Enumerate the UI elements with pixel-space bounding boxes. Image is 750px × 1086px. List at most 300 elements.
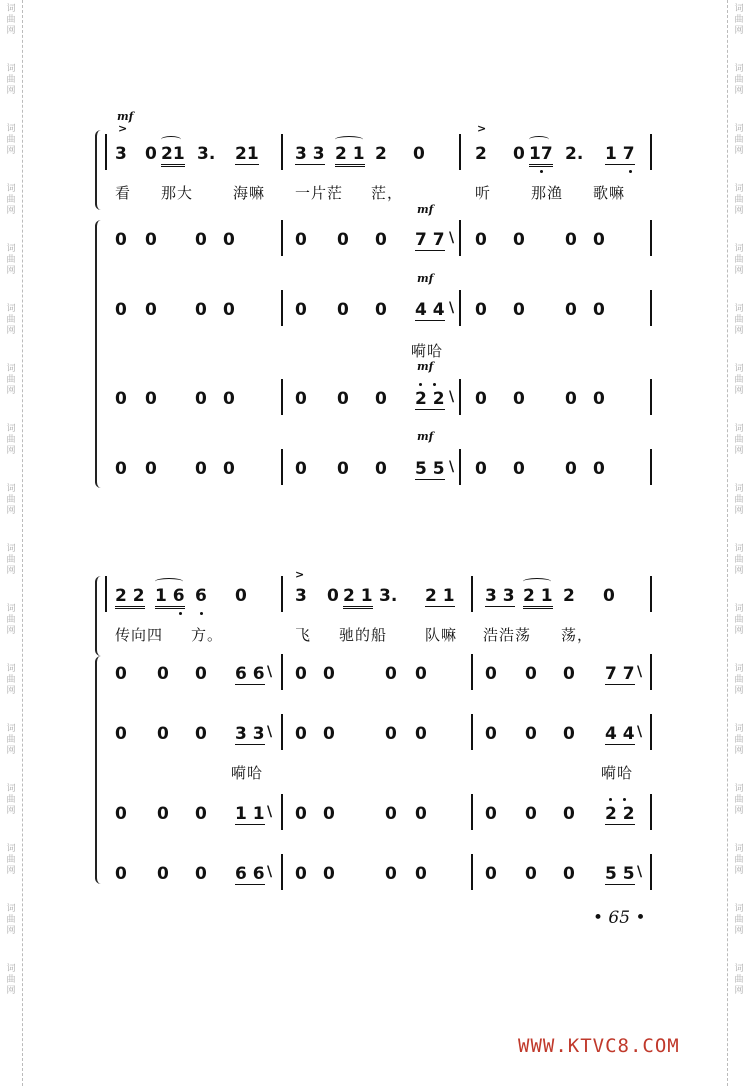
choir-note: 7 7 (605, 664, 635, 684)
barline (281, 220, 283, 256)
rest: 0 (485, 724, 497, 744)
melody-note: 2 1 (425, 586, 455, 606)
choir-note: 2 2 (415, 389, 445, 409)
watermark-group (734, 124, 743, 157)
glissando-mark: \ (267, 724, 273, 740)
watermark-char: 网 (734, 986, 744, 996)
lyric: 浩浩荡 (483, 626, 532, 644)
melody-note: 2 2 (115, 586, 145, 609)
choir-note: 2 2 (605, 804, 635, 824)
watermark-char: 曲 (6, 795, 16, 805)
watermark-char: 词 (734, 784, 744, 794)
rest: 0 (295, 664, 307, 684)
watermark-char: 网 (6, 806, 16, 816)
choir-bracket (95, 656, 103, 884)
rest: 0 (157, 724, 169, 744)
rest: 0 (323, 804, 335, 824)
lyric: 方。 (191, 626, 224, 644)
glissando-mark: \ (449, 300, 455, 316)
watermark-char: 曲 (734, 135, 744, 145)
octave-dot (433, 383, 436, 386)
watermark-group (734, 904, 743, 937)
rest: 0 (485, 664, 497, 684)
watermark-char: 网 (734, 86, 744, 96)
slur (161, 136, 181, 143)
right-watermark-strip (727, 0, 750, 1086)
watermark-group (734, 664, 743, 697)
watermark-group (6, 4, 15, 37)
watermark-group (6, 544, 15, 577)
watermark-char: 网 (734, 446, 744, 456)
glissando-mark: \ (449, 389, 455, 405)
watermark-char: 曲 (734, 195, 744, 205)
rest: 0 (195, 664, 207, 684)
watermark-char: 词 (6, 184, 16, 194)
rest: 0 (223, 459, 235, 479)
rest: 0 (513, 230, 525, 250)
rest: 0 (565, 389, 577, 409)
rest: 0 (513, 300, 525, 320)
watermark-char: 曲 (6, 735, 16, 745)
melody-note: 3 (115, 144, 127, 164)
rest: 0 (115, 804, 127, 824)
dynamic-mf: mf (417, 272, 434, 285)
melody-note: 3. (197, 144, 216, 164)
watermark-char: 曲 (734, 975, 744, 985)
melody-note: 0 (327, 586, 339, 606)
watermark-char: 曲 (6, 315, 16, 325)
rest: 0 (115, 724, 127, 744)
melody-note: 3 (295, 586, 307, 606)
watermark-char: 词 (6, 4, 16, 14)
watermark-char: 曲 (734, 915, 744, 925)
barline (650, 290, 652, 326)
watermark-char: 词 (734, 904, 744, 914)
watermark-group (734, 244, 743, 277)
choir-row-3 (95, 387, 660, 415)
barline (471, 714, 473, 750)
watermark-char: 曲 (6, 435, 16, 445)
rest: 0 (593, 300, 605, 320)
watermark-char: 曲 (6, 975, 16, 985)
watermark-char: 词 (6, 304, 16, 314)
rest: 0 (295, 300, 307, 320)
watermark-group (6, 64, 15, 97)
watermark-char: 词 (734, 64, 744, 74)
glissando-mark: \ (449, 459, 455, 475)
barline (459, 134, 461, 170)
rest: 0 (295, 230, 307, 250)
watermark-char: 网 (6, 626, 16, 636)
glissando-mark: \ (267, 864, 273, 880)
watermark-char: 曲 (6, 75, 16, 85)
page-number: • 65 • (593, 908, 646, 928)
barline (459, 290, 461, 326)
rest: 0 (323, 864, 335, 884)
watermark-char: 曲 (734, 555, 744, 565)
melody-row (95, 584, 660, 612)
watermark-char: 曲 (6, 135, 16, 145)
melody-row (95, 142, 660, 170)
watermark-char: 网 (6, 686, 16, 696)
melody-note: 3. (379, 586, 398, 606)
rest: 0 (565, 300, 577, 320)
watermark-char: 网 (6, 206, 16, 216)
lyric: 队嘛 (425, 626, 458, 644)
accent-mark: > (118, 122, 128, 135)
watermark-char: 曲 (734, 675, 744, 685)
rest: 0 (375, 230, 387, 250)
watermark-group (6, 904, 15, 937)
rest: 0 (415, 864, 427, 884)
watermark-group (6, 604, 15, 637)
watermark-char: 词 (6, 424, 16, 434)
melody-note: 0 (145, 144, 157, 164)
rest: 0 (223, 230, 235, 250)
barline (650, 576, 652, 612)
watermark-char: 词 (6, 124, 16, 134)
melody-note: 21 (235, 144, 259, 164)
barline (281, 379, 283, 415)
watermark-char: 词 (6, 664, 16, 674)
barline (281, 576, 283, 612)
dynamic-mf: mf (417, 203, 434, 216)
choir-row-4 (95, 457, 660, 485)
watermark-char: 词 (6, 544, 16, 554)
watermark-char: 词 (6, 844, 16, 854)
barline (459, 379, 461, 415)
barline (471, 854, 473, 890)
barline (650, 794, 652, 830)
melody-note: 2 (475, 144, 487, 164)
rest: 0 (115, 300, 127, 320)
melody-note: 2 1 (523, 586, 553, 609)
barline (281, 794, 283, 830)
rest: 0 (195, 804, 207, 824)
barline (650, 449, 652, 485)
watermark-char: 曲 (734, 855, 744, 865)
watermark-char: 网 (734, 866, 744, 876)
watermark-char: 词 (6, 244, 16, 254)
interjection: 嗬哈 (601, 764, 634, 782)
rest: 0 (485, 804, 497, 824)
rest: 0 (323, 724, 335, 744)
rest: 0 (563, 804, 575, 824)
rest: 0 (513, 389, 525, 409)
watermark-char: 词 (734, 604, 744, 614)
rest: 0 (513, 459, 525, 479)
octave-dot (623, 798, 626, 801)
watermark-char: 曲 (6, 375, 16, 385)
rest: 0 (565, 230, 577, 250)
melody-note: 2. (565, 144, 584, 164)
watermark-char: 曲 (734, 735, 744, 745)
barline (471, 576, 473, 612)
watermark-char: 网 (734, 926, 744, 936)
interjection: 嗬哈 (411, 342, 444, 360)
accent-mark: > (477, 122, 487, 135)
rest: 0 (223, 300, 235, 320)
interjection: 嗬哈 (231, 764, 264, 782)
octave-dot (179, 612, 182, 615)
rest: 0 (415, 664, 427, 684)
barline (459, 449, 461, 485)
barline (281, 654, 283, 690)
slur (155, 578, 183, 585)
watermark-group (734, 544, 743, 577)
watermark-char: 网 (734, 266, 744, 276)
barline (471, 654, 473, 690)
rest: 0 (385, 864, 397, 884)
melody-note: 2 1 (335, 144, 365, 167)
rest: 0 (295, 459, 307, 479)
octave-dot (629, 170, 632, 173)
rest: 0 (157, 864, 169, 884)
watermark-char: 网 (6, 86, 16, 96)
watermark-char: 曲 (734, 495, 744, 505)
watermark-group (734, 304, 743, 337)
barline (459, 220, 461, 256)
watermark-char: 词 (6, 904, 16, 914)
watermark-group (6, 124, 15, 157)
rest: 0 (145, 300, 157, 320)
watermark-group (734, 604, 743, 637)
barline (281, 449, 283, 485)
watermark-group (6, 244, 15, 277)
lyric: 飞 (295, 626, 312, 644)
rest: 0 (593, 230, 605, 250)
watermark-char: 词 (734, 124, 744, 134)
watermark-char: 词 (734, 844, 744, 854)
rest: 0 (157, 664, 169, 684)
watermark-char: 网 (734, 506, 744, 516)
rest: 0 (565, 459, 577, 479)
watermark-group (6, 484, 15, 517)
melody-note: 0 (603, 586, 615, 606)
glissando-mark: \ (449, 230, 455, 246)
watermark-char: 词 (6, 604, 16, 614)
lyric: 那渔 (531, 184, 564, 202)
rest: 0 (375, 300, 387, 320)
watermark-char: 曲 (734, 375, 744, 385)
rest: 0 (385, 804, 397, 824)
slur (335, 136, 363, 143)
lyric: 荡， (561, 626, 594, 644)
melody-note: 2 1 (343, 586, 373, 609)
watermark-char: 曲 (6, 855, 16, 865)
melody-note: 6 (195, 586, 207, 606)
octave-dot (419, 383, 422, 386)
watermark-char: 曲 (6, 615, 16, 625)
score-system-1 (95, 110, 660, 490)
lyric: 传向四 (115, 626, 164, 644)
slur (529, 136, 549, 143)
choir-note: 5 5 (605, 864, 635, 884)
lyric: 歌嘛 (593, 184, 626, 202)
glissando-mark: \ (637, 724, 643, 740)
watermark-char: 词 (6, 364, 16, 374)
melody-note: 2 (375, 144, 387, 164)
barline (650, 379, 652, 415)
barline (650, 220, 652, 256)
watermark-char: 网 (6, 866, 16, 876)
watermark-char: 词 (734, 544, 744, 554)
choir-row-3 (95, 802, 660, 830)
rest: 0 (475, 300, 487, 320)
watermark-char: 网 (6, 446, 16, 456)
rest: 0 (375, 459, 387, 479)
watermark-char: 曲 (6, 15, 16, 25)
rest: 0 (195, 230, 207, 250)
watermark-group (734, 724, 743, 757)
choir-note: 4 4 (415, 300, 445, 320)
dynamic-mf: mf (417, 360, 434, 373)
barline (650, 714, 652, 750)
watermark-char: 曲 (734, 435, 744, 445)
watermark-char: 网 (734, 626, 744, 636)
watermark-group (6, 784, 15, 817)
glissando-mark: \ (267, 804, 273, 820)
watermark-char: 曲 (6, 675, 16, 685)
choir-note: 5 5 (415, 459, 445, 479)
watermark-char: 网 (6, 746, 16, 756)
rest: 0 (415, 724, 427, 744)
slur (523, 578, 551, 585)
watermark-group (6, 844, 15, 877)
rest: 0 (485, 864, 497, 884)
watermark-char: 网 (734, 386, 744, 396)
watermark-char: 网 (734, 326, 744, 336)
watermark-char: 曲 (6, 915, 16, 925)
rest: 0 (337, 300, 349, 320)
lyric: 茫， (371, 184, 404, 202)
dynamic-mf: mf (417, 430, 434, 443)
melody-note: 17 (529, 144, 553, 167)
watermark-char: 词 (734, 964, 744, 974)
watermark-group (734, 844, 743, 877)
rest: 0 (593, 459, 605, 479)
rest: 0 (323, 664, 335, 684)
watermark-char: 词 (6, 964, 16, 974)
choir-note: 6 6 (235, 664, 265, 684)
rest: 0 (563, 864, 575, 884)
watermark-group (6, 184, 15, 217)
watermark-char: 网 (734, 806, 744, 816)
score-system-2 (95, 568, 660, 888)
watermark-char: 曲 (734, 255, 744, 265)
watermark-char: 曲 (734, 615, 744, 625)
rest: 0 (385, 664, 397, 684)
choir-row-1 (95, 228, 660, 256)
rest: 0 (563, 664, 575, 684)
watermark-group (734, 364, 743, 397)
melody-note: 2 (563, 586, 575, 606)
watermark-char: 曲 (734, 315, 744, 325)
watermark-group (734, 964, 743, 997)
choir-note: 3 3 (235, 724, 265, 744)
rest: 0 (475, 230, 487, 250)
watermark-char: 网 (734, 26, 744, 36)
rest: 0 (525, 804, 537, 824)
watermark-char: 曲 (6, 555, 16, 565)
choir-row-2 (95, 298, 660, 326)
rest: 0 (295, 389, 307, 409)
rest: 0 (145, 230, 157, 250)
rest: 0 (375, 389, 387, 409)
watermark-char: 曲 (6, 255, 16, 265)
watermark-char: 网 (6, 926, 16, 936)
glissando-mark: \ (267, 664, 273, 680)
watermark-char: 词 (6, 784, 16, 794)
watermark-char: 词 (6, 64, 16, 74)
choir-note: 6 6 (235, 864, 265, 884)
barline (281, 134, 283, 170)
rest: 0 (115, 664, 127, 684)
watermark-group (734, 4, 743, 37)
site-url-watermark: WWW.KTVC8.COM (518, 1035, 680, 1057)
watermark-char: 曲 (734, 75, 744, 85)
watermark-char: 网 (6, 326, 16, 336)
barline (650, 134, 652, 170)
watermark-char: 词 (734, 664, 744, 674)
rest: 0 (593, 389, 605, 409)
watermark-char: 曲 (6, 495, 16, 505)
rest: 0 (115, 459, 127, 479)
watermark-char: 词 (6, 484, 16, 494)
choir-row-2 (95, 722, 660, 750)
barline (281, 290, 283, 326)
barline (281, 854, 283, 890)
watermark-char: 网 (734, 746, 744, 756)
rest: 0 (525, 864, 537, 884)
rest: 0 (157, 804, 169, 824)
lyric: 听 (475, 184, 492, 202)
lyric: 驰的船 (339, 626, 388, 644)
barline (281, 714, 283, 750)
rest: 0 (415, 804, 427, 824)
watermark-char: 网 (734, 146, 744, 156)
choir-note: 1 1 (235, 804, 265, 824)
rest: 0 (295, 864, 307, 884)
melody-note: 3 3 (485, 586, 515, 606)
watermark-char: 网 (734, 686, 744, 696)
choir-row-4 (95, 862, 660, 890)
rest: 0 (145, 459, 157, 479)
choir-note: 4 4 (605, 724, 635, 744)
watermark-char: 词 (734, 484, 744, 494)
rest: 0 (475, 389, 487, 409)
rest: 0 (337, 230, 349, 250)
watermark-char: 网 (734, 206, 744, 216)
choir-note: 7 7 (415, 230, 445, 250)
watermark-group (734, 484, 743, 517)
rest: 0 (337, 389, 349, 409)
watermark-group (734, 424, 743, 457)
watermark-char: 曲 (734, 795, 744, 805)
choir-row-1 (95, 662, 660, 690)
watermark-group (6, 724, 15, 757)
watermark-char: 词 (6, 724, 16, 734)
watermark-char: 词 (734, 304, 744, 314)
barline (471, 794, 473, 830)
watermark-char: 词 (734, 364, 744, 374)
melody-note: 1 7 (605, 144, 635, 164)
watermark-group (6, 364, 15, 397)
watermark-char: 词 (734, 4, 744, 14)
watermark-char: 网 (6, 986, 16, 996)
watermark-group (6, 304, 15, 337)
barline (105, 576, 107, 612)
